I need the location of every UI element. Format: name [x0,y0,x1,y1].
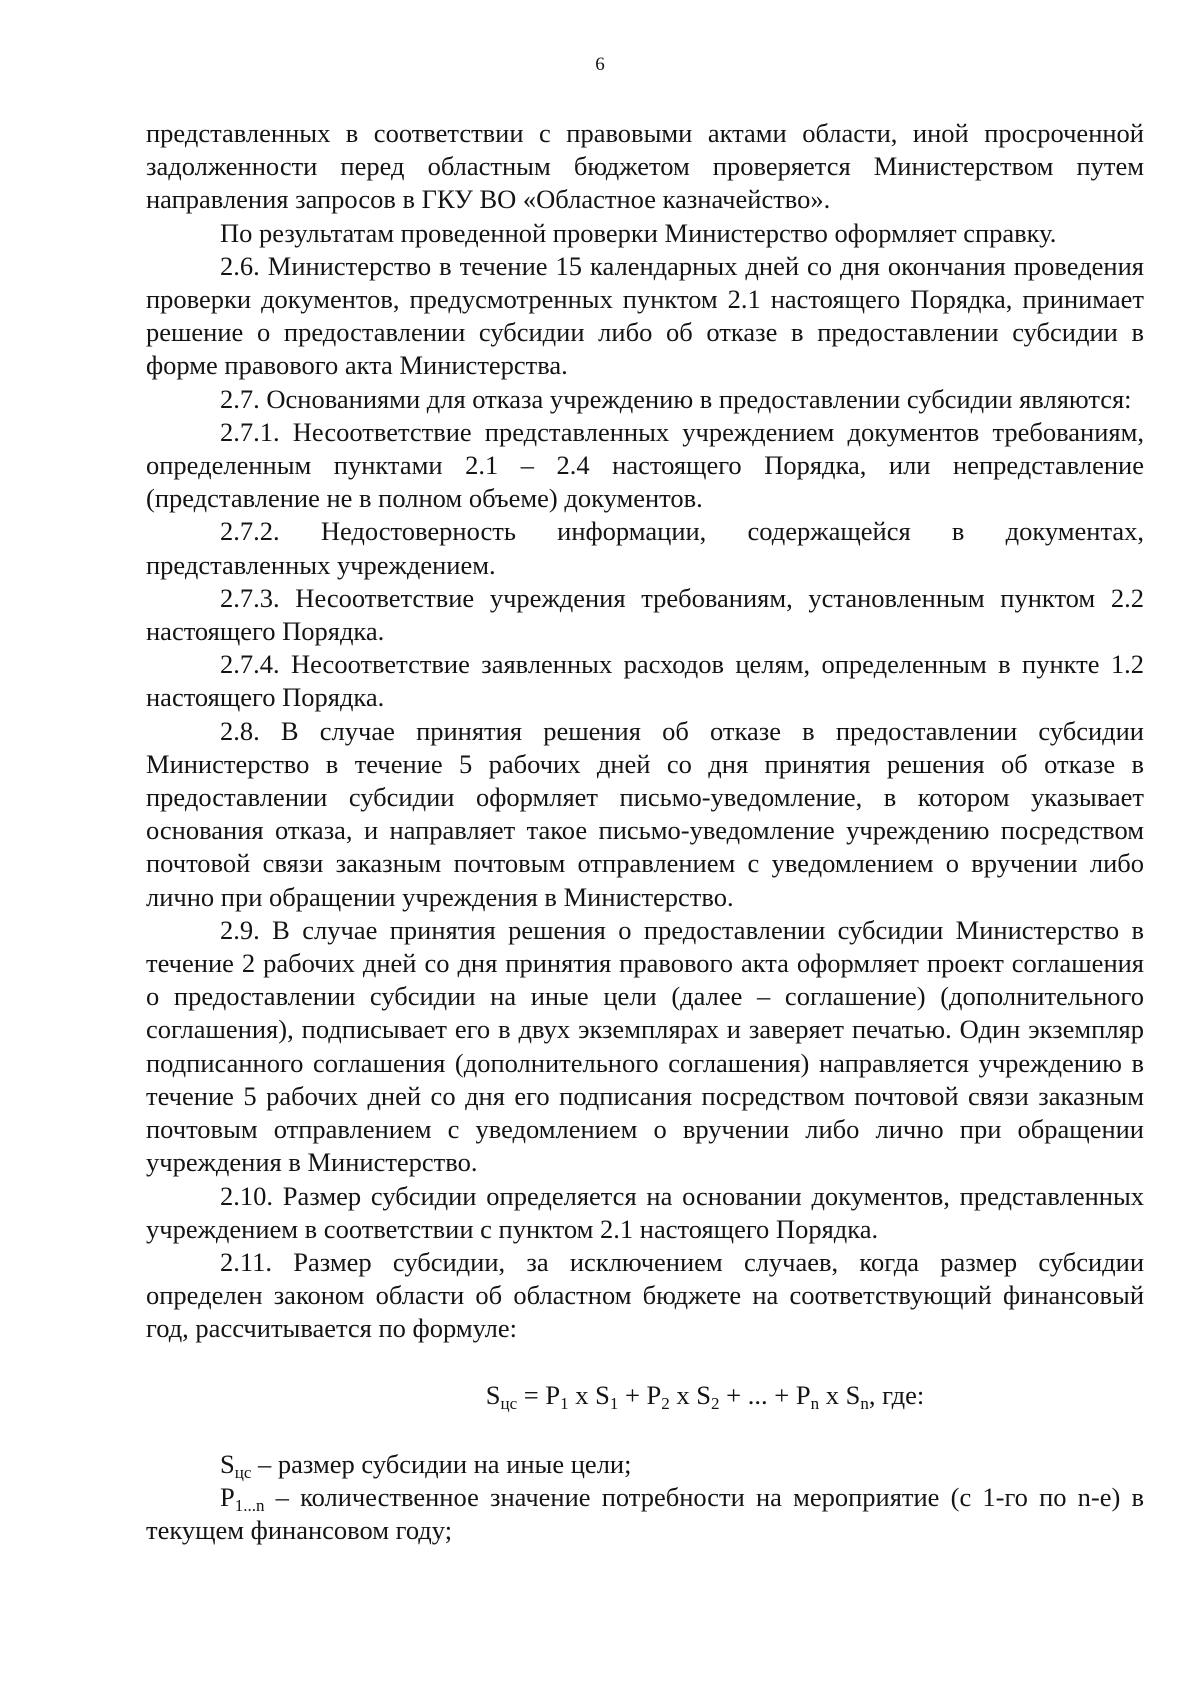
definition-symbol: S [220,1448,235,1479]
formula-subscript: 2 [661,1393,670,1413]
formula-symbol: S [485,1379,501,1410]
formula-symbol: P [795,1379,811,1410]
formula-subscript: 2 [711,1393,720,1413]
paragraph: представленных в соответствии с правовыми актами области, иной просроченной задолженности перед областным бюджетом проверяется Министерством путем направления запросов в ГКУ ВО «Областное казначейство». [146,118,1144,215]
page-number: 6 [595,54,605,75]
formula-tail: , где: [868,1379,925,1410]
formula-symbol: S [595,1379,610,1410]
paragraph: 2.7.1. Несоответствие представленных учреждением документов требованиям, определенным пунктами 2.1 – 2.4 настоящего Порядка, или непредставление (представление не в полном объеме) документов. [146,416,1144,514]
formula-operator: x [669,1379,697,1410]
formula-operator: x [568,1379,596,1410]
formula-operator: x [819,1379,846,1410]
definition-text: – размер субсидии на иные цели; [251,1448,632,1479]
paragraph: 2.9. В случае принятия решения о предоставлении субсидии Министерство в течение 2 рабочих дней со дня принятия правового акта оформляет проект соглашения о предоставлении субсидии на иные цели (далее – соглашение) (дополнительного соглашения), подписывает его в двух экземплярах и заверяет печатью. Один экземпляр подписанного соглашения (дополнительного соглашения) направляется учреждению в течение 5 рабочих дней со дня его подписания посредством почтовой связи заказным почтовым отправлением с уведомлением о вручении либо лично при обращении учреждения в Министерство. [146,914,1144,1178]
formula-subscript: 1 [560,1393,569,1413]
formula-subscript: 1 [609,1393,619,1413]
formula-subscript: цс [500,1393,518,1413]
definition-subscript: 1...n [234,1495,265,1515]
formula-operator: + [618,1379,647,1410]
paragraph: 2.7.3. Несоответствие учреждения требованиям, установленным пунктом 2.2 настоящего Порядка. [146,582,1144,647]
definition-subscript: цс [234,1462,252,1482]
formula-symbol: P [545,1379,561,1410]
paragraph: 2.10. Размер субсидии определяется на основании документов, представленных учреждением в соответствии с пунктом 2.1 настоящего Порядка. [146,1180,1144,1244]
definition-text: – количественное значение потребности на мероприятие (с 1-го по n-е) в текущем финансовом году; [146,1481,1144,1546]
paragraph: По результатам проведенной проверки Министерство оформляет справку. [220,217,1057,248]
formula-operator: + [767,1379,796,1410]
subsidy-formula [146,1379,1144,1412]
formula-symbol: S [696,1379,712,1410]
paragraph: 2.7.2. Недостоверность информации, содержащейся в документах, представленных учреждением. [146,516,1144,580]
formula-ellipsis: ... [747,1379,768,1410]
paragraph: 2.8. В случае принятия решения об отказе в предоставлении субсидии Министерство в течение 5 рабочих дней со дня принятия решения об отказе в предоставлении субсидии оформляет письмо-уведомление, в котором указывает основания отказа, и направляет такое письмо-уведомление учреждению посредством почтовой связи заказным почтовым отправлением с уведомлением о вручении либо лично при обращении учреждения в Министерство. [146,715,1144,912]
paragraph: 2.7.4. Несоответствие заявленных расходов целям, определенным в пункте 1.2 настоящего Порядка. [146,649,1144,713]
formula-operator: + [719,1379,748,1410]
formula-symbol: P [646,1379,662,1410]
formula-operator: = [517,1379,546,1410]
formula-symbol: S [845,1379,861,1410]
paragraph: 2.11. Размер субсидии, за исключением случаев, когда размер субсидии определен законом области об областном бюджете на соответствующий финансовый год, рассчитывается по формуле: [146,1246,1144,1344]
formula-subscript: n [860,1393,869,1413]
definition-item [146,1481,1144,1547]
paragraph: 2.6. Министерство в течение 15 календарных дней со дня окончания проведения проверки документов, предусмотренных пунктом 2.1 настоящего Порядка, принимает решение о предоставлении субсидии либо об отказе в предоставлении субсидии в форме правового акта Министерства. [146,250,1144,381]
paragraph: 2.7. Основаниями для отказа учреждению в предоставлении субсидии являются: [220,383,1132,414]
definition-item [146,1448,1144,1481]
document-body [146,117,1144,1547]
formula-subscript: n [810,1393,820,1413]
definition-symbol: P [220,1481,235,1512]
